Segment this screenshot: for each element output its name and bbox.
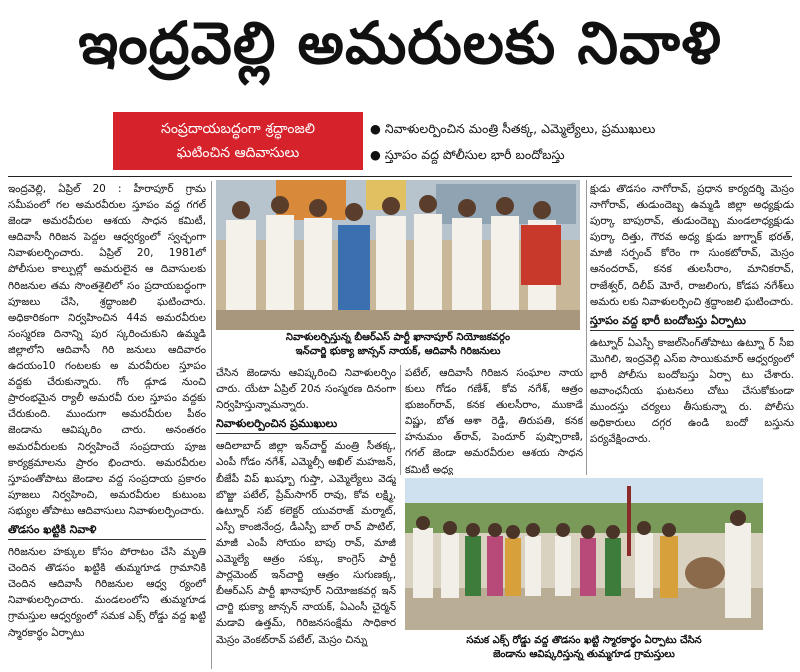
photo2-caption-line1: సమక ఎక్స్ రోడ్డు వద్ద తొడసం ఖట్టి స్మారకార్థం ఏర్పాటు చేసిన [466, 635, 702, 646]
column-2 [216, 365, 396, 669]
photo-leaders-tribute [216, 180, 580, 330]
col2-heading: నివాళులర్పించిన ప్రముఖులు [216, 416, 396, 434]
column-1 [8, 181, 206, 669]
photo-villagers-image [405, 478, 763, 630]
column-4 [590, 181, 794, 475]
headline-text: ఇంద్రవెల్లి అమరులకు నివాళి [78, 8, 722, 77]
subhead-line1: సంప్రదాయబద్ధంగా శ్రద్ధాంజలి [161, 121, 315, 137]
col4-para1: క్షుడు తొడసం నాగోరావ్, ప్రధాన కార్యదర్శి మెస్రం నాగోరావ్, తుడుందెబ్బ ఉమ్మడి జిల్లా అధ్యక్షుడు పుర్కా బాపురావ్, తుడుందెబ్బ మండలాధ్యక్షుడు పుర్కా దిత్తు, గౌరవ అధ్య క్షుడు జుగ్నాక్ భరత్, మాజీ సర్పంచ్ కోరెం గా సుంకటోరావ్, మెస్రం ఆనందరావ్, కనక తులసీరాం, మానికరావ్, రాజేశ్వర్, దిలీప్ మోరే, రాజలింగు, కోడప నగేశ్‌లు అమరు లకు నివాళులర్పించి శ్రద్ధాంజలి ఘటించారు. [590, 183, 794, 308]
subhead-line2: ఘటించిన ఆదివాసులు [176, 145, 300, 161]
col4-heading: స్తూపం వద్ద భారీ బందోబస్తు ఏర్పాటు [590, 313, 794, 331]
photo2-caption [405, 634, 763, 662]
photo1-caption-line1: నివాళులర్పిస్తున్న బీఆర్ఎస్ పార్టీ ఖానాపూర్ నియోజకవర్గం [285, 332, 511, 343]
photo-villagers-flag [405, 478, 763, 630]
column-divider-2 [400, 365, 401, 475]
col2-para2: ఆదిలాబాద్ జిల్లా ఇన్‌చార్జ్ మంత్రి సీతక్క, ఎంపీ గోడం నగేశ్, ఎమ్మెల్సీ అఖిల్ మహజన్, బీజేపీ విప్ ఖుష్బూ గుప్తా, ఎమ్మెల్యేలు వెడ్మ బొజ్జు పటేల్, ప్రేమ్‌సాగర్ రావు, కోవ లక్ష్మి, ఉట్నూర్ సబ్ కలెక్టర్ యువరాజ్ మర్మాట్, ఎస్పీ కాంజినేంద్ర, డీఎస్పీ బాల్ రావ్ పాటిల్, మాజీ ఎంపీ సోయం బాపు రావ్, మాజీ ఎమ్మెల్యే ఆత్రం సక్కు, కాంగ్రెస్ పార్టీ పార్లమెంట్ ఇన్‌చార్జి ఆత్రం సుగుణక్క, బీఆర్ఎస్ పార్టీ ఖానాపూర్ నియోజకవర్గ ఇన్ చార్జి భుక్యా జాన్సన్ నాయక్, ఏఎంసీ చైర్మన్ మడావి ఉత్తమ్, గిరిజనసంక్షేమ సాధికార మెస్రం వెంకట్‌రావ్ పటేల్, మెస్రం చిన్ను [216, 440, 396, 646]
column-3 [405, 365, 583, 475]
bullet-list [370, 116, 790, 168]
bullet-2: ● స్తూపం వద్ద పోలీసుల భారీ బందోబస్తు [370, 147, 565, 162]
headline [0, 0, 800, 100]
photo-leaders-image [216, 180, 580, 330]
column-divider-3 [586, 180, 587, 475]
photo1-caption-line2: ఇన్‌చార్జి భుక్యా జాన్సన్ నాయక్, ఆదివాసీ గిరిజనులు [295, 346, 501, 357]
bullet-1: ● నివాళులర్పించిన మంత్రి సీతక్క, ఎమ్మెల్యేలు, ప్రముఖులు [370, 121, 656, 136]
column-divider [211, 181, 212, 669]
col2-para1: చేసిన జెండాను ఆవిష్కరించి నివాళులర్పిం చారు. యేటా ఏప్రిల్ 20న సంస్మరణ దినంగా నిర్వహిస్తున్నామన్నారు. [216, 367, 396, 412]
col3-para1: పటేల్, ఆదివాసీ గిరిజన సంఘాల నాయ కులు గోడం గణేశ్, కోవ నగేశ్, ఆత్రం భుజంగ్‌రావ్, కనక తులసీరాం, ముకాడే విష్ణు, బోత ఆశా రెడ్డి, తిరుపతి, కనక హనుమం త్‌రావ్, పెందూర్ పుష్పారాణి, గగల్ జెండా అమరవీరుల ఆశయ సాధన కమిటీ అధ్య [405, 367, 583, 475]
col1-heading: తొడసం ఖట్టికి నివాళి [8, 522, 206, 540]
photo2-caption-line2: జెండాను ఆవిష్కరిస్తున్న తుమ్మగూడ గ్రామస్తులు [493, 649, 675, 660]
col1-para1: ఇంద్రవెల్లి, ఏప్రిల్ 20 : హీరాపూర్ గ్రామ సమీపంలో గల అమరవీరుల స్తూపం వద్ద గగల్ జెండా అమరవీరుల ఆశయ సాధన కమిటీ, ఆదివాసీ గిరిజన పెద్దల ఆధ్వర్యంలో స్వచ్ఛంగా నివాళులర్పించారు. ఏప్రిల్ 20, 1981లో పోలీసుల కాల్పుల్లో అమరులైన ఆ దివాసులకు గిరిజనుల తమ సొంతశైలిలో సం ప్రదాయబద్ధంగా పూజలు చేసి, శ్రద్ధాంజలి ఘటించారు. అధికారికంగా నిర్వహించిన 44వ అమరవీరుల సంస్మరణ దినాన్ని పుర స్కరించుకుని ఉమ్మడి జిల్లాలోని ఆదివాసీ గిరి జనులు ఆదివారం ఉదయం10 గంటలకు అ మరవీరుల స్తూపం వద్దకు చేరుకున్నారు. గోం డ్గూడ నుంచి ప్రారంభమైన ర్యాలీ అమరవీ రుల స్తూపం వద్దకు చేరుకుంది. ముందుగా అమరవీరుల పీఠం జెండాను ఆవిష్కరిం చారు. అనంతరం అమరవీరులకు నిర్వహించే సంప్రదాయ పూజ కార్యక్రమాలను ప్రారం భించారు. అమరవీరుల స్తూపంతోపాటు జెండాల వద్ద సంప్రదాయ ప్రకారం పూజలు నిర్వహించి, అమరవీరుల కుటుంబ సభ్యుల తోపాటు ఆదివాసులు నివాళులర్పించారు. [8, 183, 206, 517]
col4-para2: ఉట్నూర్ ఏఎస్పీ కాజల్‌సింగ్‌తోపాటు ఉట్నూ ర్ సీఐ మొగిలి, ఇంద్రవెల్లి ఎస్ఐ సాయికుమార్ ఆధ్వర్యంలో భారీ పోలీసు బందోబస్తు ఏర్పా టు చేశారు. అవాంఛనీయ ఘటనలు చోటు చేసుకోకుండా ముందస్తు చర్యలు తీసుకున్నా రు. పోలీసు అధికారులు దగ్గర ఉండి బందో బస్తును పర్యవేక్షించారు. [590, 336, 794, 446]
subhead-box [113, 112, 363, 170]
photo1-caption [216, 331, 580, 359]
top-rule [8, 176, 792, 177]
col1-para2: గిరిజనుల హక్కుల కోసం పోరాటం చేసి మృతి చెందిన తొడసం ఖట్టికి తుమ్మగూడ గ్రామానికి చెందిన ఆదివాసీ గిరిజనుల ఆధ్వ ర్యంలో నివాళులర్పించారు. మండలంలోని తుమ్మగూడ గ్రామస్తుల ఆధ్వర్యంలో సమక ఎక్స్ రోడ్డు వద్ద ఖట్టి స్మారకార్థం ఏర్పాటు [8, 546, 206, 639]
